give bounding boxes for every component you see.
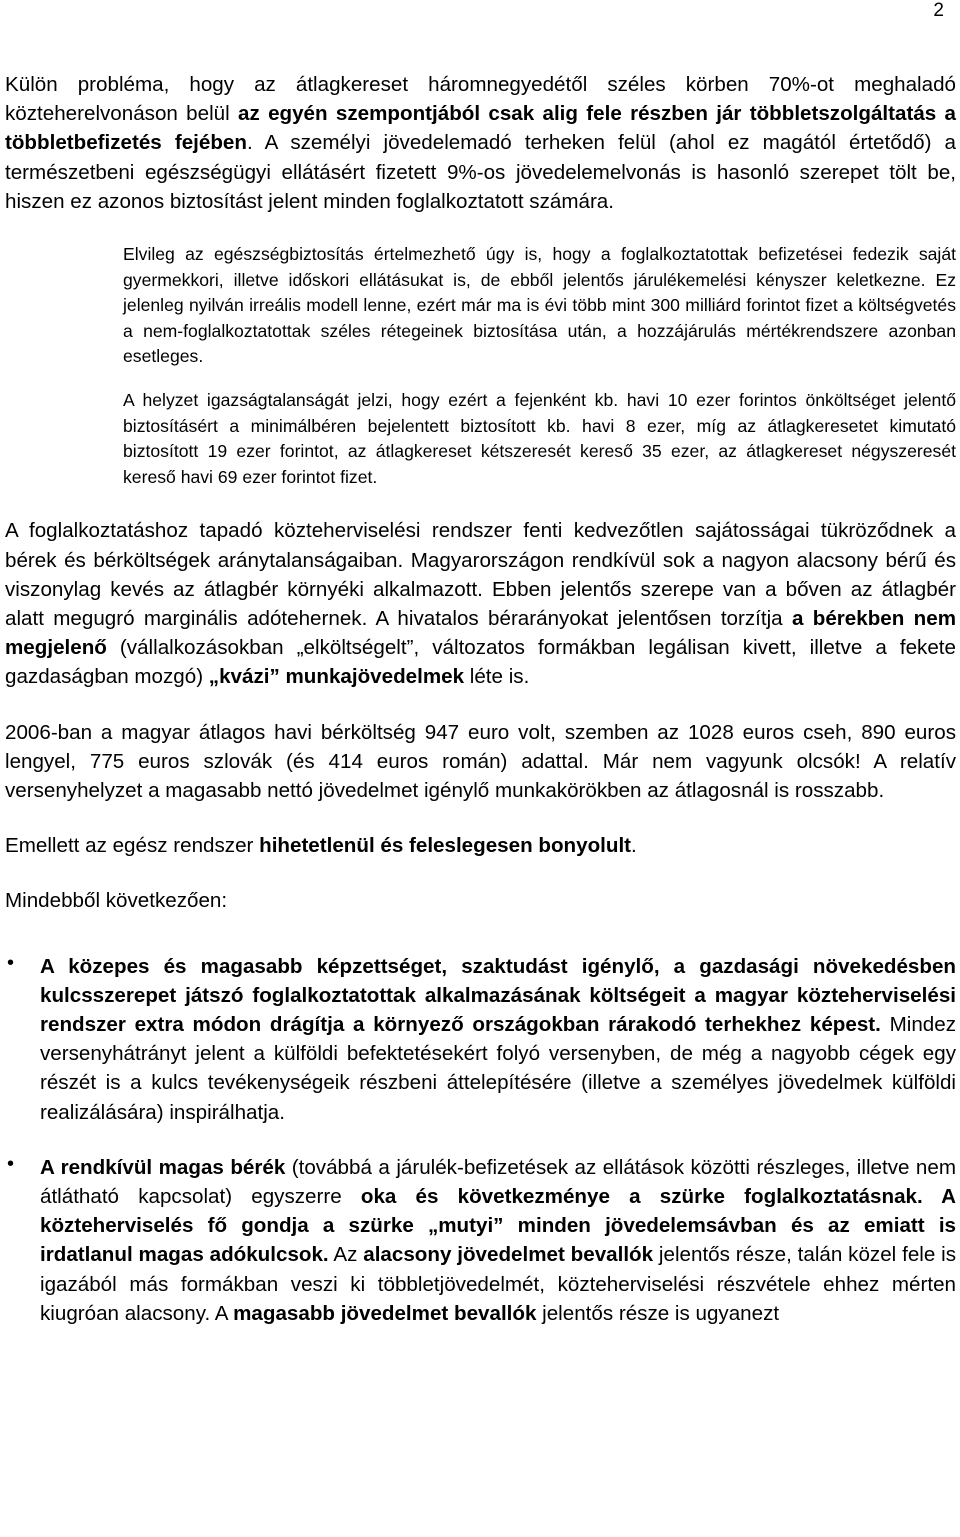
bullet-item-2-text [40,1153,956,1328]
bullet-2-bold-c: alacsony jövedelmet bevallók [363,1243,654,1267]
paragraph-2-bold-b: „kvázi” munkajövedelmek [208,665,465,689]
bullet-item-1 [5,952,956,1127]
paragraph-4-text-b: . [631,834,637,858]
paragraph-2-text-a: A foglalkoztatáshoz tapadó közteherviselési rendszer fenti kedvezőtlen sajátosságai tükröződnek a bérek és bérköltségek aránytalanságaiban. Magyarországon rendkívül sok a nagyon alacsony bérű és viszonylag kevés az átlagbér környéki alkalmazott. Ebben jelentős szerepe van a bőven az átlagbér alatt megugró marginális adótehernek. A hivatalos bérarányokat jelentősen torzítja [5,519,956,630]
paragraph-1-text-b: . A személyi jövedelemadó terheken felül (ahol ez magától értetődő) a természetbeni egészségügyi ellátásért fizetett 9%-os jövedelemelvonás is hasonló szerepet tölt be, hiszen ez azonos biztosítást jelent minden foglalkoztatott számára. [5,131,956,213]
paragraph-2 [5,516,956,691]
paragraph-5: Mindebből következően: [5,889,228,913]
paragraph-1 [5,70,956,216]
paragraph-2-text-b: (vállalkozásokban „elköltségelt”, változatos formákban legálisan kivett, illetve a fekete gazdaságban mozgó) [5,636,956,689]
bullet-1-bold-a: A közepes és magasabb képzettséget, szaktudást igénylő, a gazdasági növekedésben kulcsszerepet játszó foglalkoztatottak alkalmazásának költségeit a magyar közteherviselési rendszer extra módon drágítja a környező országokban rárakodó terhekhez képest. [40,954,956,1036]
bullet-2-text-a: (továbbá a járulék-befizetések az ellátások közötti részleges, illetve nem átlátható kapcsolat) egyszerre [40,1155,956,1209]
bullet-2-text-c: jelentős része, talán közel fele is igazából más formákban veszi ki többletjövedelmét, közteherviselési részvétele ehhez mérten kiugróan alacsony. A [40,1243,957,1325]
bullet-item-2 [5,1153,956,1328]
bullet-icon: • [7,1152,15,1175]
document-body [5,70,956,1328]
bullet-2-bold-b: oka és következménye a szürke foglalkoztatásnak. A közteherviselés fő gondja a szürke „mutyi” minden jövedelemsávban és az emiatt is irdatlanul magas adókulcsok. [40,1185,957,1267]
paragraph-2-text-c: léte is. [464,665,530,689]
bullet-item-1-text [40,952,956,1127]
paragraph-3: 2006-ban a magyar átlagos havi bérköltség 947 euro volt, szemben az 1028 euros cseh, 890 euros lengyel, 775 euros szlovák (és 414 euros román) adattal. Már nem vagyunk olcsók! A relatív versenyhelyzet a magasabb nettó jövedelmet igénylő munkakörökben az átlagosnál is rosszabb. [5,720,956,802]
bullet-2-bold-d: magasabb jövedelmet bevallók [233,1301,537,1325]
bullet-2-text-d: jelentős része is ugyanezt [536,1301,780,1325]
bullet-1-text-a: Mindez versenyhátrányt jelent a külföldi befektetésekért folyó versenyben, de még a nagyobb cégek egy részét is a kulcs tevékenységeik részbeni áttelepítésére (illetve a személyes jövedelmek külföldi realizálására) inspirálhatja. [40,1013,956,1124]
indented-paragraph-2: A helyzet igazságtalanságát jelzi, hogy ezért a fejenként kb. havi 10 ezer forintos önköltséget jelentő biztosításért a minimálbéren bejelentett biztosított kb. havi 8 ezer, míg az átlagkeresetet kimutató biztosított 19 ezer forintot, az átlagkereset kétszeresét kereső 35 ezer, az átlagkereset négyszeresét kereső havi 69 ezer forintot fizet. [123,389,956,487]
bullet-icon: • [7,951,15,974]
paragraph-4-text-a: Emellett az egész rendszer [5,834,260,858]
bullet-2-bold-a: A rendkívül magas bérék [40,1155,286,1179]
bullet-2-text-b: Az [328,1243,364,1267]
page-number: 2 [933,0,944,21]
paragraph-4-bold-a: hihetetlenül és feleslegesen bonyolult [259,834,632,858]
indented-paragraph-1: Elvileg az egészségbiztosítás értelmezhető úgy is, hogy a foglalkoztatottak befizetései fedezik saját gyermekkori, illetve időskori ellátásukat is, de ebből jelentős járulékemelési kényszer keletkezne. Ez jelenleg nyilván irreális modell lenne, ezért már ma is évi több mint 300 milliárd forintot fizet a költségvetés a nem-foglalkoztatottak széles rétegeinek biztosítása után, a hozzájárulás mértékrendszere azonban esetleges. [123,244,956,367]
paragraph-4 [5,831,956,860]
paragraph-2-bold-a: a bérekben nem megjelenő [5,606,957,660]
paragraph-1-bold-a: az egyén szempontjából csak alig fele részben jár többletszolgáltatás a többletbefizetés fejében [5,102,956,155]
paragraph-1-text-a: Külön probléma, hogy az átlagkereset háromnegyedétől széles körben 70%-ot meghaladó közteherelvonáson belül [5,73,956,126]
